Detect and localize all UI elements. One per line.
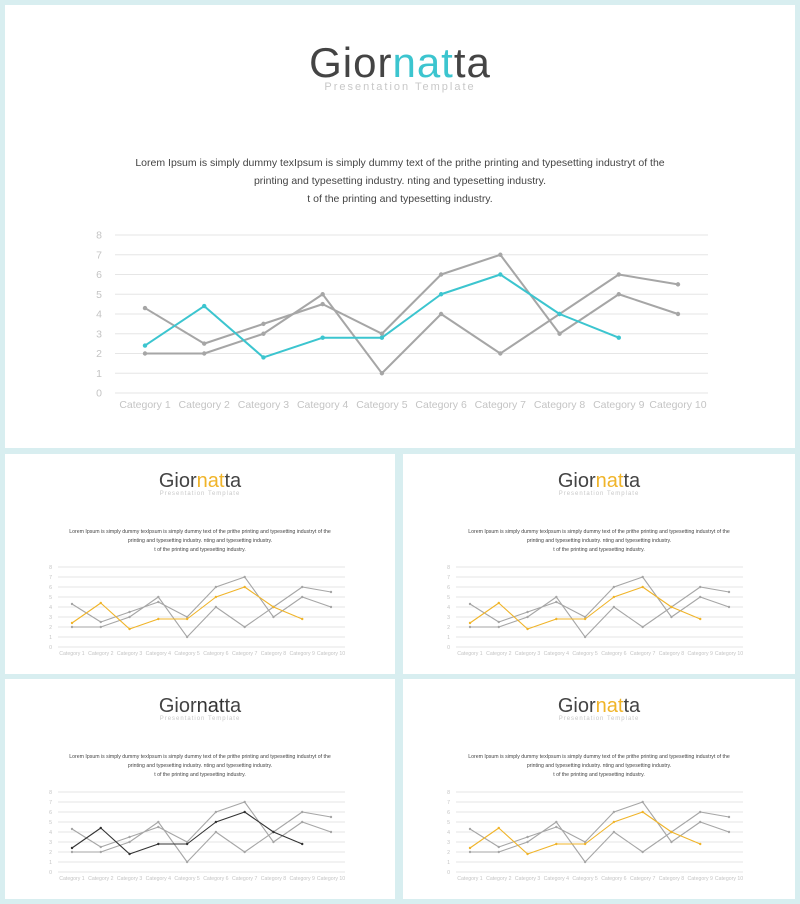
data-point bbox=[613, 606, 615, 608]
body-line-1: Lorem Ipsum is simply dummy texIpsum is simply dummy text of the prithe printing and typesetting industryt of the bbox=[468, 529, 730, 535]
data-point bbox=[186, 636, 188, 638]
data-point bbox=[301, 843, 303, 845]
x-tick-label: Category 8 bbox=[533, 399, 586, 411]
y-tick-label: 2 bbox=[447, 849, 450, 856]
title-suffix: ta bbox=[623, 695, 641, 717]
data-point bbox=[699, 618, 701, 620]
data-point bbox=[699, 596, 701, 598]
data-point bbox=[613, 586, 615, 588]
data-point bbox=[670, 616, 672, 618]
data-point bbox=[243, 626, 245, 628]
x-tick-label: Category 3 bbox=[116, 876, 143, 882]
data-point bbox=[676, 282, 680, 286]
data-point bbox=[71, 603, 73, 605]
x-tick-label: Category 9 bbox=[289, 651, 315, 657]
data-point bbox=[498, 846, 500, 848]
data-point bbox=[613, 831, 615, 833]
y-tick-label: 2 bbox=[49, 624, 52, 631]
slide-subtitle: Presentation Template bbox=[558, 491, 640, 497]
y-tick-label: 8 bbox=[447, 564, 450, 571]
data-point bbox=[71, 847, 73, 849]
y-tick-label: 6 bbox=[49, 809, 52, 816]
data-point bbox=[498, 851, 500, 853]
body-line-2: printing and typesetting industry. nting and typesetting industry. bbox=[253, 175, 547, 187]
title-highlight: nat bbox=[595, 695, 624, 717]
data-point bbox=[555, 843, 557, 845]
data-point bbox=[617, 272, 621, 276]
data-point bbox=[202, 304, 206, 308]
data-point bbox=[613, 821, 615, 823]
data-point bbox=[641, 586, 643, 588]
data-point bbox=[584, 618, 586, 620]
title-highlight: nat bbox=[595, 470, 624, 492]
title-prefix: Gior bbox=[158, 695, 197, 717]
body-line-2: printing and typesetting industry. nting and typesetting industry. bbox=[526, 538, 672, 544]
y-tick-label: 7 bbox=[447, 799, 450, 806]
x-tick-label: Category 6 bbox=[203, 876, 229, 882]
data-point bbox=[301, 596, 303, 598]
data-point bbox=[641, 626, 643, 628]
y-tick-label: 0 bbox=[447, 869, 450, 876]
data-point bbox=[301, 586, 303, 588]
x-tick-label: Category 6 bbox=[601, 651, 627, 657]
body-line-2: printing and typesetting industry. nting and typesetting industry. bbox=[127, 763, 273, 769]
data-point bbox=[641, 801, 643, 803]
y-tick-label: 8 bbox=[49, 789, 52, 796]
y-tick-label: 8 bbox=[96, 229, 102, 242]
line-chart bbox=[403, 454, 795, 674]
x-tick-label: Category 2 bbox=[486, 651, 512, 657]
data-point bbox=[157, 826, 159, 828]
data-point bbox=[100, 846, 102, 848]
data-point bbox=[330, 591, 332, 593]
series-line-3 bbox=[470, 587, 700, 629]
data-point bbox=[157, 596, 159, 598]
y-tick-label: 2 bbox=[96, 348, 102, 361]
data-point bbox=[584, 636, 586, 638]
x-tick-label: Category 1 bbox=[59, 876, 85, 882]
x-tick-label: Category 6 bbox=[415, 399, 467, 411]
data-point bbox=[128, 628, 130, 630]
y-tick-label: 0 bbox=[49, 869, 52, 876]
data-point bbox=[469, 603, 471, 605]
title-highlight: nat bbox=[196, 695, 225, 717]
x-tick-label: Category 3 bbox=[514, 876, 541, 882]
data-point bbox=[526, 836, 528, 838]
data-point bbox=[215, 586, 217, 588]
data-point bbox=[555, 821, 557, 823]
x-tick-label: Category 2 bbox=[178, 399, 230, 411]
data-point bbox=[439, 292, 443, 296]
data-point bbox=[557, 332, 561, 336]
data-point bbox=[728, 591, 730, 593]
data-point bbox=[202, 341, 206, 345]
data-point bbox=[143, 351, 147, 355]
y-tick-label: 7 bbox=[96, 249, 102, 262]
slide-subtitle: Presentation Template bbox=[159, 491, 241, 497]
title-highlight: nat bbox=[196, 470, 225, 492]
data-point bbox=[320, 302, 324, 306]
x-tick-label: Category 9 bbox=[593, 399, 645, 411]
data-point bbox=[202, 351, 206, 355]
data-point bbox=[498, 602, 500, 604]
x-tick-label: Category 3 bbox=[514, 651, 541, 657]
y-tick-label: 6 bbox=[447, 584, 450, 591]
x-tick-label: Category 10 bbox=[714, 651, 744, 657]
y-tick-label: 6 bbox=[96, 269, 102, 282]
body-line-3: t of the printing and typesetting industry. bbox=[154, 547, 246, 553]
data-point bbox=[469, 828, 471, 830]
data-point bbox=[380, 332, 384, 336]
data-point bbox=[128, 836, 130, 838]
data-point bbox=[380, 371, 384, 375]
data-point bbox=[670, 606, 672, 608]
data-point bbox=[641, 576, 643, 578]
title-suffix: ta bbox=[453, 39, 491, 86]
data-point bbox=[272, 841, 274, 843]
x-tick-label: Category 4 bbox=[145, 651, 172, 657]
data-point bbox=[728, 816, 730, 818]
data-point bbox=[613, 811, 615, 813]
data-point bbox=[243, 801, 245, 803]
y-tick-label: 2 bbox=[447, 624, 450, 631]
y-tick-label: 0 bbox=[96, 387, 102, 400]
data-point bbox=[128, 616, 130, 618]
data-point bbox=[555, 826, 557, 828]
data-point bbox=[498, 253, 502, 257]
title-suffix: ta bbox=[623, 470, 641, 492]
data-point bbox=[272, 616, 274, 618]
data-point bbox=[699, 586, 701, 588]
x-tick-label: Category 4 bbox=[543, 651, 570, 657]
data-point bbox=[526, 616, 528, 618]
x-tick-label: Category 10 bbox=[316, 651, 346, 657]
y-tick-label: 0 bbox=[447, 644, 450, 651]
x-tick-label: Category 9 bbox=[289, 876, 315, 882]
x-tick-label: Category 10 bbox=[714, 876, 744, 882]
data-point bbox=[215, 831, 217, 833]
data-point bbox=[670, 841, 672, 843]
data-point bbox=[498, 626, 500, 628]
data-point bbox=[100, 626, 102, 628]
x-tick-label: Category 6 bbox=[203, 651, 229, 657]
x-tick-label: Category 2 bbox=[88, 651, 114, 657]
x-tick-label: Category 4 bbox=[543, 876, 570, 882]
y-tick-label: 4 bbox=[49, 829, 52, 836]
data-point bbox=[498, 272, 502, 276]
x-tick-label: Category 5 bbox=[572, 651, 598, 657]
data-point bbox=[215, 821, 217, 823]
y-tick-label: 3 bbox=[447, 614, 450, 621]
x-tick-label: Category 8 bbox=[658, 651, 685, 657]
data-point bbox=[670, 831, 672, 833]
data-point bbox=[439, 272, 443, 276]
data-point bbox=[330, 606, 332, 608]
data-point bbox=[584, 861, 586, 863]
x-tick-label: Category 9 bbox=[687, 651, 713, 657]
data-point bbox=[261, 322, 265, 326]
data-point bbox=[71, 851, 73, 853]
slide-subtitle: Presentation Template bbox=[324, 81, 476, 93]
data-point bbox=[699, 843, 701, 845]
data-point bbox=[272, 831, 274, 833]
y-tick-label: 1 bbox=[49, 859, 52, 866]
line-chart bbox=[5, 454, 395, 674]
data-point bbox=[243, 811, 245, 813]
series-line-3 bbox=[72, 812, 302, 854]
data-point bbox=[100, 602, 102, 604]
x-tick-label: Category 1 bbox=[457, 651, 483, 657]
x-tick-label: Category 1 bbox=[119, 399, 171, 411]
title-suffix: ta bbox=[224, 695, 242, 717]
slide-variant-dark bbox=[5, 679, 395, 899]
data-point bbox=[157, 601, 159, 603]
data-point bbox=[526, 628, 528, 630]
y-tick-label: 6 bbox=[49, 584, 52, 591]
x-tick-label: Category 7 bbox=[629, 651, 656, 657]
x-tick-label: Category 2 bbox=[486, 876, 512, 882]
body-line-3: t of the printing and typesetting industry. bbox=[154, 772, 246, 778]
data-point bbox=[243, 586, 245, 588]
y-tick-label: 5 bbox=[447, 594, 450, 601]
y-tick-label: 5 bbox=[96, 288, 102, 301]
y-tick-label: 7 bbox=[49, 574, 52, 581]
data-point bbox=[100, 621, 102, 623]
slide-subtitle: Presentation Template bbox=[558, 716, 640, 722]
data-point bbox=[186, 843, 188, 845]
x-tick-label: Category 7 bbox=[474, 399, 527, 411]
y-tick-label: 2 bbox=[49, 849, 52, 856]
data-point bbox=[555, 601, 557, 603]
x-tick-label: Category 7 bbox=[231, 876, 258, 882]
data-point bbox=[301, 821, 303, 823]
line-chart bbox=[5, 5, 795, 448]
data-point bbox=[526, 611, 528, 613]
x-tick-label: Category 8 bbox=[260, 876, 287, 882]
x-tick-label: Category 1 bbox=[457, 876, 483, 882]
y-tick-label: 3 bbox=[96, 328, 102, 341]
data-point bbox=[100, 827, 102, 829]
body-line-3: t of the printing and typesetting industry. bbox=[553, 547, 645, 553]
title-prefix: Gior bbox=[158, 470, 197, 492]
data-point bbox=[128, 841, 130, 843]
data-point bbox=[320, 336, 324, 340]
body-line-1: Lorem Ipsum is simply dummy texIpsum is simply dummy text of the prithe printing and typesetting industryt of the bbox=[468, 754, 730, 760]
line-chart bbox=[403, 679, 795, 899]
y-tick-label: 1 bbox=[49, 634, 52, 641]
data-point bbox=[261, 355, 265, 359]
body-line-3: t of the printing and typesetting industry. bbox=[553, 772, 645, 778]
data-point bbox=[272, 606, 274, 608]
x-tick-label: Category 1 bbox=[59, 651, 85, 657]
y-tick-label: 3 bbox=[447, 839, 450, 846]
data-point bbox=[641, 851, 643, 853]
data-point bbox=[699, 811, 701, 813]
title-prefix: Gior bbox=[309, 39, 393, 86]
data-point bbox=[71, 626, 73, 628]
data-point bbox=[498, 827, 500, 829]
data-point bbox=[301, 618, 303, 620]
data-point bbox=[143, 343, 147, 347]
x-tick-label: Category 5 bbox=[174, 876, 200, 882]
y-tick-label: 3 bbox=[49, 614, 52, 621]
y-tick-label: 1 bbox=[447, 634, 450, 641]
x-tick-label: Category 4 bbox=[145, 876, 172, 882]
data-point bbox=[215, 596, 217, 598]
data-point bbox=[330, 831, 332, 833]
data-point bbox=[617, 336, 621, 340]
data-point bbox=[613, 596, 615, 598]
x-tick-label: Category 10 bbox=[649, 399, 707, 411]
data-point bbox=[469, 847, 471, 849]
y-tick-label: 0 bbox=[49, 644, 52, 651]
series-line-3 bbox=[72, 587, 302, 629]
series-line-3 bbox=[470, 812, 700, 854]
body-line-1: Lorem Ipsum is simply dummy texIpsum is simply dummy text of the prithe printing and typesetting industryt of the bbox=[69, 754, 331, 760]
data-point bbox=[469, 622, 471, 624]
data-point bbox=[100, 851, 102, 853]
data-point bbox=[186, 861, 188, 863]
y-tick-label: 5 bbox=[49, 819, 52, 826]
data-point bbox=[526, 853, 528, 855]
y-tick-label: 4 bbox=[49, 604, 52, 611]
slide-main bbox=[5, 5, 795, 448]
x-tick-label: Category 5 bbox=[572, 876, 598, 882]
data-point bbox=[157, 618, 159, 620]
data-point bbox=[526, 841, 528, 843]
data-point bbox=[380, 336, 384, 340]
slide-variant-gold-2 bbox=[403, 454, 795, 674]
data-point bbox=[584, 843, 586, 845]
x-tick-label: Category 8 bbox=[658, 876, 685, 882]
data-point bbox=[71, 622, 73, 624]
data-point bbox=[71, 828, 73, 830]
data-point bbox=[498, 621, 500, 623]
x-tick-label: Category 8 bbox=[260, 651, 287, 657]
data-point bbox=[243, 576, 245, 578]
y-tick-label: 4 bbox=[96, 308, 102, 321]
data-point bbox=[617, 292, 621, 296]
x-tick-label: Category 6 bbox=[601, 876, 627, 882]
x-tick-label: Category 10 bbox=[316, 876, 346, 882]
data-point bbox=[641, 811, 643, 813]
x-tick-label: Category 3 bbox=[116, 651, 143, 657]
data-point bbox=[469, 626, 471, 628]
x-tick-label: Category 9 bbox=[687, 876, 713, 882]
data-point bbox=[157, 843, 159, 845]
data-point bbox=[320, 292, 324, 296]
data-point bbox=[261, 332, 265, 336]
series-line-3 bbox=[145, 275, 619, 358]
x-tick-label: Category 7 bbox=[231, 651, 258, 657]
y-tick-label: 4 bbox=[447, 829, 450, 836]
data-point bbox=[143, 306, 147, 310]
data-point bbox=[728, 831, 730, 833]
data-point bbox=[330, 816, 332, 818]
y-tick-label: 5 bbox=[49, 594, 52, 601]
data-point bbox=[301, 811, 303, 813]
data-point bbox=[128, 611, 130, 613]
title-prefix: Gior bbox=[557, 470, 596, 492]
title-suffix: ta bbox=[224, 470, 242, 492]
y-tick-label: 1 bbox=[96, 367, 102, 380]
body-line-1: Lorem Ipsum is simply dummy texIpsum is simply dummy text of the prithe printing and typesetting industryt of the bbox=[135, 157, 665, 169]
data-point bbox=[157, 821, 159, 823]
slide-variant-gold-1 bbox=[5, 454, 395, 674]
data-point bbox=[676, 312, 680, 316]
x-tick-label: Category 2 bbox=[88, 876, 114, 882]
data-point bbox=[215, 811, 217, 813]
data-point bbox=[128, 853, 130, 855]
y-tick-label: 3 bbox=[49, 839, 52, 846]
title-highlight: nat bbox=[392, 39, 454, 86]
y-tick-label: 8 bbox=[49, 564, 52, 571]
body-line-2: printing and typesetting industry. nting and typesetting industry. bbox=[127, 538, 273, 544]
title-prefix: Gior bbox=[557, 695, 596, 717]
slide-subtitle: Presentation Template bbox=[159, 716, 241, 722]
line-chart bbox=[5, 679, 395, 899]
data-point bbox=[215, 606, 217, 608]
y-tick-label: 7 bbox=[447, 574, 450, 581]
data-point bbox=[555, 618, 557, 620]
x-tick-label: Category 7 bbox=[629, 876, 656, 882]
slide-variant-gold-3 bbox=[403, 679, 795, 899]
data-point bbox=[498, 351, 502, 355]
data-point bbox=[557, 312, 561, 316]
data-point bbox=[469, 851, 471, 853]
y-tick-label: 8 bbox=[447, 789, 450, 796]
y-tick-label: 6 bbox=[447, 809, 450, 816]
x-tick-label: Category 3 bbox=[237, 399, 290, 411]
x-tick-label: Category 5 bbox=[174, 651, 200, 657]
data-point bbox=[186, 618, 188, 620]
data-point bbox=[555, 596, 557, 598]
data-point bbox=[699, 821, 701, 823]
data-point bbox=[243, 851, 245, 853]
y-tick-label: 5 bbox=[447, 819, 450, 826]
body-line-1: Lorem Ipsum is simply dummy texIpsum is simply dummy text of the prithe printing and typesetting industryt of the bbox=[69, 529, 331, 535]
body-line-3: t of the printing and typesetting industry. bbox=[307, 193, 493, 205]
data-point bbox=[728, 606, 730, 608]
x-tick-label: Category 4 bbox=[296, 399, 349, 411]
y-tick-label: 1 bbox=[447, 859, 450, 866]
body-line-2: printing and typesetting industry. nting and typesetting industry. bbox=[526, 763, 672, 769]
y-tick-label: 7 bbox=[49, 799, 52, 806]
y-tick-label: 4 bbox=[447, 604, 450, 611]
x-tick-label: Category 5 bbox=[356, 399, 408, 411]
data-point bbox=[439, 312, 443, 316]
